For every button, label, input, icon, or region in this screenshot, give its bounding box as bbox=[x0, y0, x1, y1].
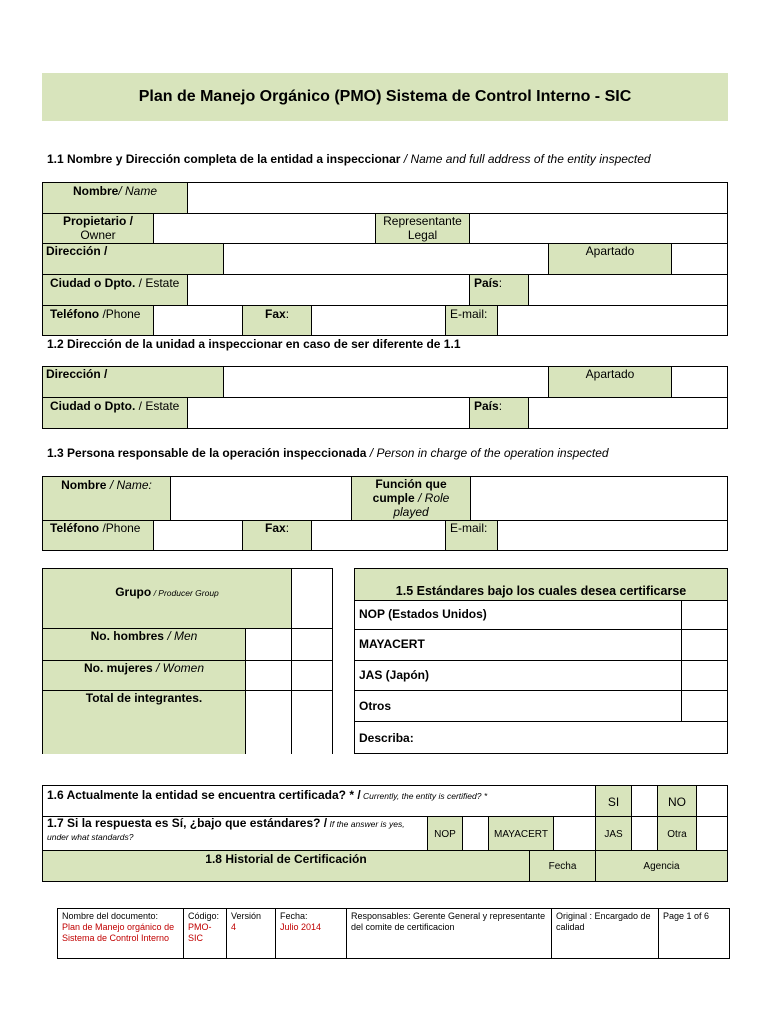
section-1-2-heading: 1.2 Dirección de la unidad a inspeccionar en caso de ser diferente de 1.1 bbox=[47, 337, 461, 351]
telefono3-label: Teléfono /Phone bbox=[42, 520, 154, 551]
agencia-header: Agencia bbox=[595, 850, 728, 882]
representante-input[interactable] bbox=[469, 213, 728, 244]
telefono-label: Teléfono /Phone bbox=[42, 305, 154, 336]
funcion-label: Función que cumple / Role played bbox=[351, 476, 471, 521]
direccion-label: Dirección / bbox=[42, 243, 224, 275]
total-input[interactable] bbox=[245, 690, 292, 754]
pais-input[interactable] bbox=[528, 274, 728, 306]
footer-original: Original : Encargado de calidad bbox=[551, 908, 659, 959]
standard-mayacert-label: MAYACERT bbox=[354, 629, 682, 661]
mujeres-input[interactable] bbox=[245, 660, 292, 691]
ciudad2-label: Ciudad o Dpto. / Estate bbox=[42, 397, 188, 429]
grupo-input[interactable] bbox=[291, 568, 333, 629]
ciudad-input[interactable] bbox=[187, 274, 470, 306]
apartado2-label: Apartado bbox=[548, 366, 672, 398]
email-input[interactable] bbox=[497, 305, 728, 336]
footer-version: Versión 4 bbox=[226, 908, 276, 959]
standard-nop-label: NOP (Estados Unidos) bbox=[354, 600, 682, 630]
nombre3-input[interactable] bbox=[170, 476, 352, 521]
pais-label: País: bbox=[469, 274, 529, 306]
footer-responsables: Responsables: Gerente General y representante del comite de certificacion bbox=[346, 908, 552, 959]
nombre-input[interactable] bbox=[187, 182, 728, 214]
ciudad-label: Ciudad o Dpto. / Estate bbox=[42, 274, 188, 306]
no-checkbox[interactable] bbox=[696, 785, 728, 817]
describa-label: Describa: bbox=[359, 731, 414, 745]
propietario-input[interactable] bbox=[153, 213, 376, 244]
total-label: Total de integrantes. bbox=[42, 690, 246, 754]
apartado2-input[interactable] bbox=[671, 366, 728, 398]
mujeres-extra[interactable] bbox=[291, 660, 333, 691]
standard-jas-label: JAS (Japón) bbox=[354, 660, 682, 691]
fax3-label: Fax: bbox=[242, 520, 312, 551]
nombre-label: Nombre/ Name bbox=[42, 182, 188, 214]
si-checkbox[interactable] bbox=[631, 785, 658, 817]
direccion-input[interactable] bbox=[223, 243, 549, 275]
nop-option-checkbox[interactable] bbox=[462, 816, 489, 851]
standard-mayacert-checkbox[interactable] bbox=[681, 629, 728, 661]
mayacert-option-label: MAYACERT bbox=[488, 816, 554, 851]
section-1-7-label: 1.7 Si la respuesta es Sí, ¿bajo que estándares? / If the answer is yes, under what standards? bbox=[42, 816, 428, 851]
standard-nop-checkbox[interactable] bbox=[681, 600, 728, 630]
standard-otros-label: Otros bbox=[354, 690, 682, 722]
ciudad2-input[interactable] bbox=[187, 397, 470, 429]
page-title: Plan de Manejo Orgánico (PMO) Sistema de Control Interno - SIC bbox=[42, 73, 728, 121]
telefono-input[interactable] bbox=[153, 305, 243, 336]
fax-label: Fax: bbox=[242, 305, 312, 336]
otra-option-label: Otra bbox=[657, 816, 697, 851]
fax3-input[interactable] bbox=[311, 520, 446, 551]
mujeres-label: No. mujeres / Women bbox=[42, 660, 246, 691]
standard-otros-checkbox[interactable] bbox=[681, 690, 728, 722]
footer-page: Page 1 of 6 bbox=[658, 908, 730, 959]
otra-option-checkbox[interactable] bbox=[696, 816, 728, 851]
propietario-label: Propietario / Owner bbox=[42, 213, 154, 244]
email3-label: E-mail: bbox=[445, 520, 498, 551]
section-1-6-label: 1.6 Actualmente la entidad se encuentra certificada? * / Currently, the entity is certified? * bbox=[42, 785, 596, 817]
direccion2-input[interactable] bbox=[223, 366, 549, 398]
pais2-label: País: bbox=[469, 397, 529, 429]
email3-input[interactable] bbox=[497, 520, 728, 551]
jas-option-label: JAS bbox=[595, 816, 632, 851]
apartado-label: Apartado bbox=[548, 243, 672, 275]
jas-option-checkbox[interactable] bbox=[631, 816, 658, 851]
total-extra[interactable] bbox=[291, 690, 333, 754]
hombres-input[interactable] bbox=[245, 628, 292, 661]
funcion-input[interactable] bbox=[470, 476, 728, 521]
fecha-header: Fecha bbox=[529, 850, 596, 882]
section-1-3-heading: 1.3 Persona responsable de la operación inspeccionada / Person in charge of the operation inspected bbox=[47, 446, 609, 460]
mayacert-option-checkbox[interactable] bbox=[553, 816, 596, 851]
pais2-input[interactable] bbox=[528, 397, 728, 429]
nop-option-label: NOP bbox=[427, 816, 463, 851]
telefono3-input[interactable] bbox=[153, 520, 243, 551]
standard-jas-checkbox[interactable] bbox=[681, 660, 728, 691]
si-label: SI bbox=[595, 785, 632, 817]
footer-doc-name: Nombre del documento: Plan de Manejo orgánico de Sistema de Control Interno bbox=[57, 908, 184, 959]
nombre3-label: Nombre / Name: bbox=[42, 476, 171, 521]
email-label: E-mail: bbox=[445, 305, 498, 336]
hombres-extra[interactable] bbox=[291, 628, 333, 661]
hombres-label: No. hombres / Men bbox=[42, 628, 246, 661]
section-1-1-title-en: / Name and full address of the entity inspected bbox=[400, 152, 651, 166]
section-1-1-title: 1.1 Nombre y Dirección completa de la entidad a inspeccionar bbox=[47, 152, 401, 166]
footer-code: Código: PMO-SIC bbox=[183, 908, 227, 959]
representante-label: Representante Legal bbox=[375, 213, 470, 244]
no-label: NO bbox=[657, 785, 697, 817]
fax-input[interactable] bbox=[311, 305, 446, 336]
section-1-5-heading: 1.5 Estándares bajo los cuales desea certificarse bbox=[354, 568, 728, 601]
footer-date: Fecha: Julio 2014 bbox=[275, 908, 347, 959]
direccion2-label: Dirección / bbox=[42, 366, 224, 398]
grupo-label: Grupo / Producer Group bbox=[42, 568, 292, 629]
apartado-input[interactable] bbox=[671, 243, 728, 275]
describa-field[interactable] bbox=[354, 721, 728, 754]
section-1-1-heading bbox=[47, 152, 727, 166]
section-1-8-label: 1.8 Historial de Certificación bbox=[42, 850, 530, 882]
